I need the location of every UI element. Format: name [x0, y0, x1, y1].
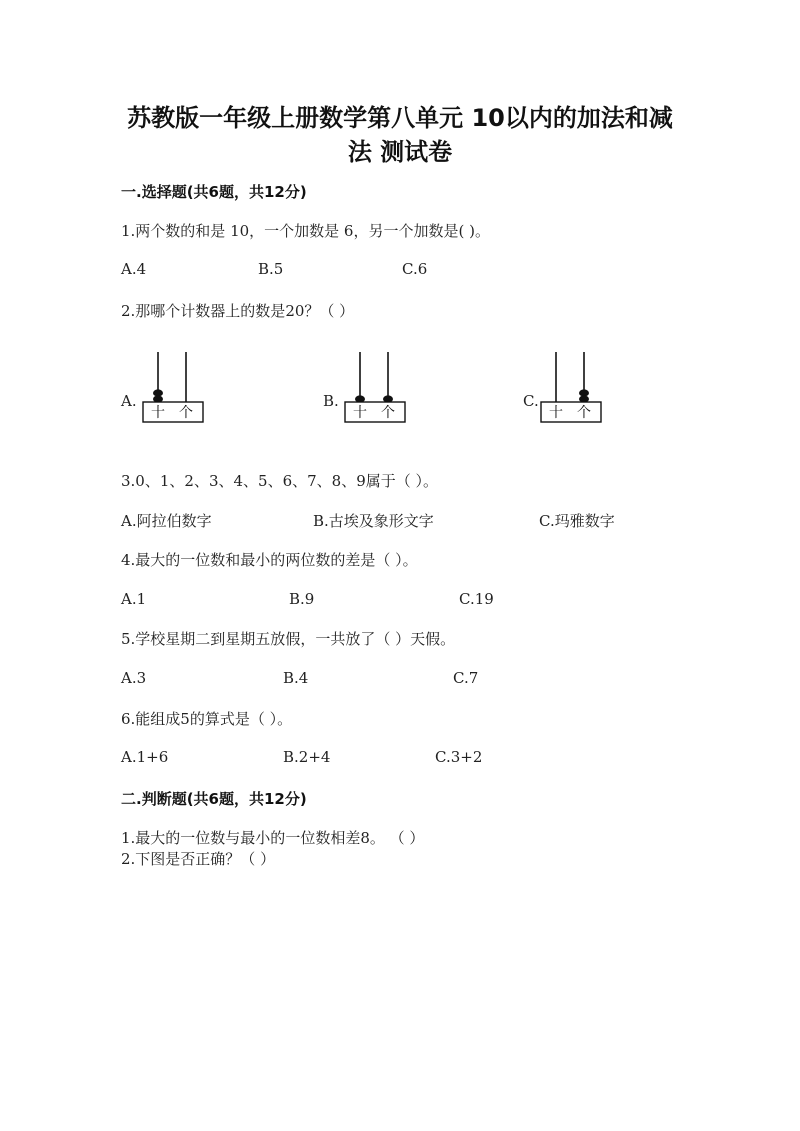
- question-5-text: 5.学校星期二到星期五放假，一共放了（ ）天假。: [121, 630, 456, 648]
- question-2-option-c[interactable]: C.: [523, 392, 539, 410]
- question-4-option-b[interactable]: B.9: [289, 590, 315, 608]
- question-1-option-b[interactable]: B.5: [258, 260, 284, 278]
- question-1-text: 1.两个数的和是 10，一个加数是 6，另一个加数是( )。: [121, 222, 490, 240]
- abacus-b-ones-label: 个: [381, 405, 395, 421]
- abacus-a-tens-label: 十: [151, 405, 165, 421]
- judge-question-1-text: 1.最大的一位数与最小的一位数相差8。 （ ）: [121, 829, 425, 847]
- question-6-text: 6.能组成5的算式是（ ）。: [121, 710, 293, 728]
- page-title-line1: 苏教版一年级上册数学第八单元 10以内的加法和减: [127, 104, 673, 132]
- question-3-text: 3.0、1、2、3、4、5、6、7、8、9属于（ ）。: [121, 472, 439, 490]
- section-heading-choice: 一.选择题(共6题，共12分): [121, 183, 307, 201]
- question-4-option-c[interactable]: C.19: [459, 590, 494, 608]
- judge-question-2-text: 2.下图是否正确？（ ）: [121, 850, 276, 868]
- question-2-option-a[interactable]: A.: [121, 392, 137, 410]
- question-3-option-c[interactable]: C.玛雅数字: [539, 512, 615, 530]
- section-heading-judge: 二.判断题(共6题，共12分): [121, 790, 307, 808]
- abacus-c-image: [538, 350, 604, 426]
- question-6-option-c[interactable]: C.3+2: [435, 748, 483, 766]
- question-2-text: 2.那哪个计数器上的数是20？（ ）: [121, 302, 355, 320]
- question-5-option-c[interactable]: C.7: [453, 669, 479, 687]
- question-2-option-b[interactable]: B.: [323, 392, 339, 410]
- abacus-c-ones-label: 个: [577, 405, 591, 421]
- question-1-option-c[interactable]: C.6: [402, 260, 428, 278]
- question-5-option-a[interactable]: A.3: [121, 669, 147, 687]
- question-4-text: 4.最大的一位数和最小的两位数的差是（ ）。: [121, 551, 418, 569]
- abacus-a-ones-label: 个: [179, 405, 193, 421]
- question-6-option-a[interactable]: A.1+6: [121, 748, 169, 766]
- question-1-option-a[interactable]: A.4: [121, 260, 147, 278]
- abacus-b-tens-label: 十: [353, 405, 367, 421]
- abacus-c-tens-label: 十: [549, 405, 563, 421]
- page-title-line2: 法 测试卷: [347, 138, 453, 166]
- question-3-option-b[interactable]: B.古埃及象形文字: [313, 512, 434, 530]
- question-6-option-b[interactable]: B.2+4: [283, 748, 331, 766]
- abacus-a-image: [140, 350, 206, 426]
- question-5-option-b[interactable]: B.4: [283, 669, 309, 687]
- question-4-option-a[interactable]: A.1: [121, 590, 147, 608]
- question-3-option-a[interactable]: A.阿拉伯数字: [121, 512, 212, 530]
- abacus-b-image: [342, 350, 408, 426]
